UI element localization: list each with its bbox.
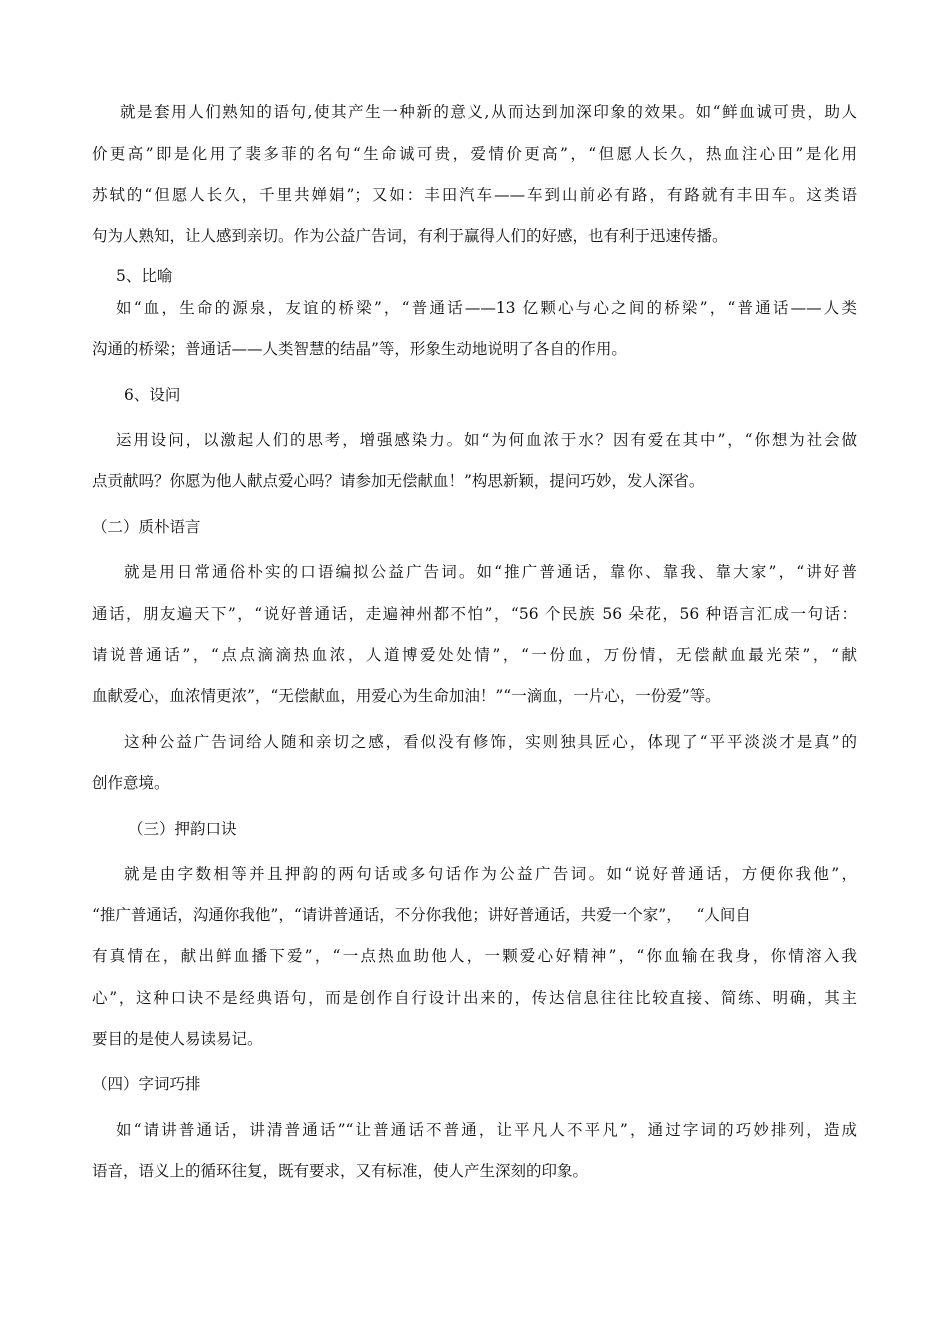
paragraph-line: 沟通的桥梁；普通话——人类智慧的结晶”等，形象生动地说明了各自的作用。 [92,340,627,358]
paragraph-line: 苏轼的“但愿人长久，千里共婵娟”；又如：丰田汽车——车到山前必有路，有路就有丰田车。这类语 [92,186,857,204]
paragraph-line: 语音，语义上的循环往复，既有要求，又有标准，使人产生深刻的印象。 [92,1162,589,1180]
paragraph-line: 就是套用人们熟知的语句,使其产生一种新的意义,从而达到加深印象的效果。如“鲜血诚可贵，助人 [120,103,857,121]
section-heading: （四）字词巧排 [92,1075,201,1093]
paragraph-line: 就是由字数相等并且押韵的两句话或多句话作为公益广告词。如“说好普通话，方便你我他”， [124,865,857,883]
paragraph-line: 有真情在，献出鲜血播下爱”，“一点热血助他人，一颗爱心好精神”，“你血输在我身，你情溶入我 [92,947,857,965]
paragraph-line: 心”，这种口诀不是经典语句，而是创作自行设计出来的，传达信息往往比较直接、简练、明确，其主 [92,989,857,1007]
paragraph-line: 通话，朋友遍天下”，“说好普通话，走遍神州都不怕”，“56 个民族 56 朵花，56 种语言汇成一句话： [92,605,857,623]
paragraph-line: 这种公益广告词给人随和亲切之感，看似没有修饰，实则独具匠心，体现了“平平淡淡才是真”的 [124,733,857,751]
paragraph-line: 点贡献吗？你愿为他人献点爱心吗？请参加无偿献血！”构思新颖，提问巧妙，发人深省。 [92,472,705,490]
paragraph-line: “推广普通话，沟通你我他”，“请讲普通话，不分你我他；讲好普通话，共爱一个家”， “人间自 [92,906,751,924]
section-heading: 6、设问 [124,386,181,404]
paragraph-line: 要目的是使人易读易记。 [92,1030,263,1048]
paragraph-line: 创作意境。 [92,774,170,792]
section-heading: （三）押韵口诀 [128,820,237,838]
paragraph-line: 句为人熟知，让人感到亲切。作为公益广告词，有利于赢得人们的好感，也有利于迅速传播。 [92,227,728,245]
paragraph-line: 价更高”即是化用了裴多菲的名句“生命诚可贵，爱情价更高”，“但愿人长久，热血注心田”是化用 [92,145,857,163]
paragraph-line: 如“血，生命的源泉，友谊的桥梁”，“普通话——13 亿颗心与心之间的桥梁”，“普通话——人类 [116,299,857,317]
section-heading: （二）质朴语言 [92,518,201,536]
paragraph-line: 血献爱心，血浓情更浓”，“无偿献血，用爱心为生命加油！”“一滴血，一片心，一份爱”等。 [92,687,721,705]
paragraph-line: 就是用日常通俗朴实的口语编拟公益广告词。如“推广普通话，靠你、靠我、靠大家”，“讲好普 [124,563,857,581]
paragraph-line: 如“请讲普通话，讲清普通话”“让普通话不普通，让平凡人不平凡”，通过字词的巧妙排列，造成 [116,1121,857,1139]
section-heading: 5、比喻 [116,267,173,285]
paragraph-line: 请说普通话”，“点点滴滴热血浓，人道博爱处处情”，“一份血，万份情，无偿献血最光荣”，“献 [92,646,857,664]
paragraph-line: 运用设问，以激起人们的思考，增强感染力。如“为何血浓于水？因有爱在其中”，“你想为社会做 [116,431,857,449]
